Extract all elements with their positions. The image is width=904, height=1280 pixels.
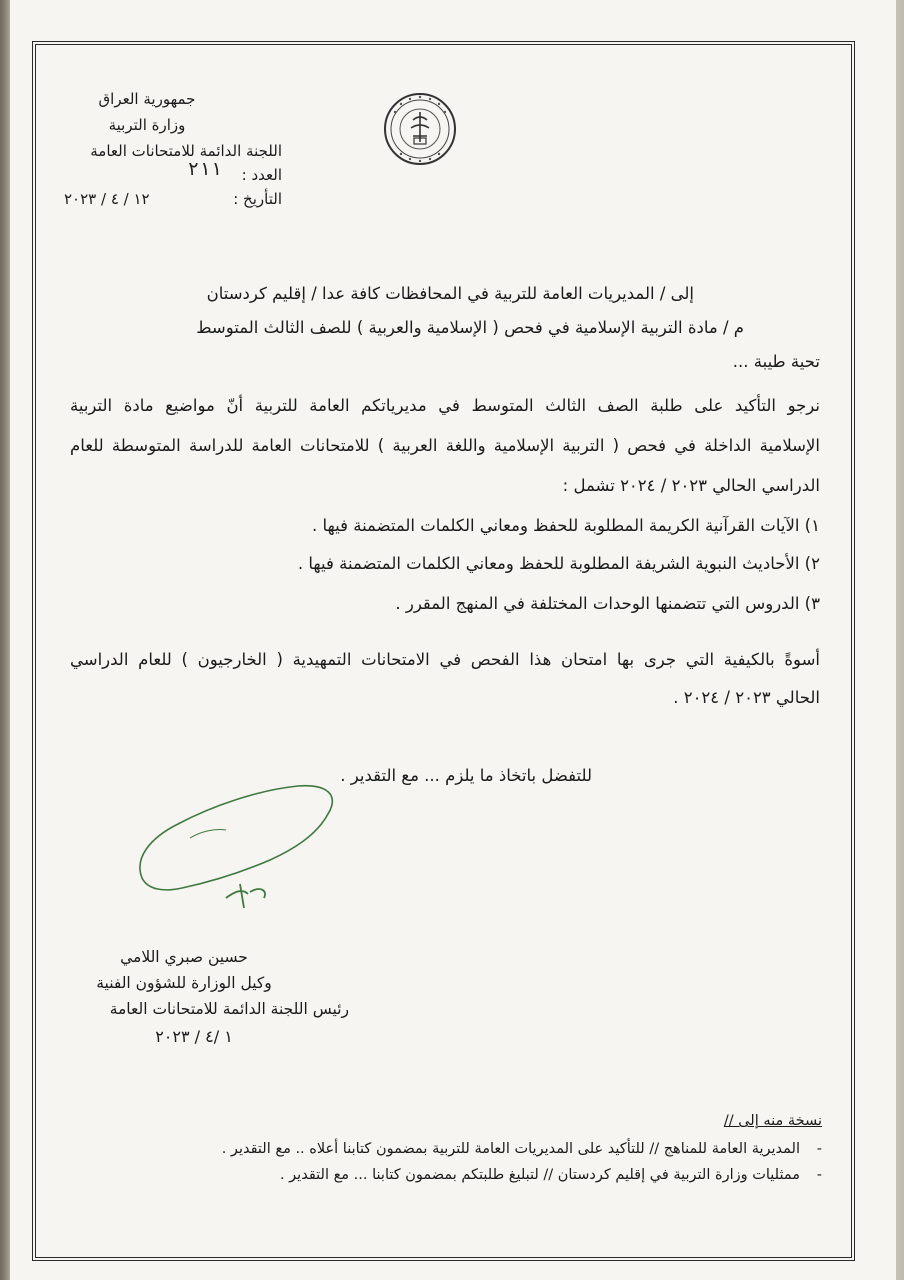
greeting: تحية طيبة ... xyxy=(732,352,820,371)
recipient-line: إلى / المديريات العامة للتربية في المحافظات كافة عدا / إقليم كردستان xyxy=(206,284,694,303)
copies-bullet: - xyxy=(816,1167,822,1183)
header-committee: اللجنة الدائمة للامتحانات العامة xyxy=(90,142,282,160)
signatory-title-2: رئيس اللجنة الدائمة للامتحانات العامة xyxy=(109,1000,349,1018)
body-line-5: الحالي ٢٠٢٣ / ٢٠٢٤ . xyxy=(673,688,820,707)
signatory-title-1: وكيل الوزارة للشؤون الفنية xyxy=(96,974,272,992)
date-value: ١٢ / ٤ / ٢٠٢٣ xyxy=(64,190,150,208)
closing-line: للتفضل باتخاذ ما يلزم ... مع التقدير . xyxy=(340,766,592,785)
signatory-name: حسين صبري اللامي xyxy=(120,948,248,966)
copies-heading: نسخة منه إلى // xyxy=(723,1113,822,1129)
body-line-1: نرجو التأكيد على طلبة الصف الثالث المتوسط في مديرياتكم العامة للتربية أنّ مواضيع مادة التربية xyxy=(70,396,820,415)
date-label: التأريخ : xyxy=(233,190,282,208)
list-item: ٢) الأحاديث النبوية الشريفة المطلوبة للحفظ ومعاني الكلمات المتضمنة فيها . xyxy=(297,554,820,573)
body-line-2: الإسلامية الداخلة في فحص ( التربية الإسلامية واللغة العربية ) للامتحانات العامة للدراسة المتوسطة للعام xyxy=(70,436,820,455)
body-line-3: الدراسي الحالي ٢٠٢٣ / ٢٠٢٤ تشمل : xyxy=(562,476,820,495)
copies-item: المديرية العامة للمناهج // للتأكيد على المديريات العامة للتربية بمضمون كتابنا أعلاه .. مع التقدير . xyxy=(221,1141,800,1157)
handwritten-signature xyxy=(130,780,345,920)
body-line-4: أسوةً بالكيفية التي جرى بها امتحان هذا الفحص في الامتحانات التمهيدية ( الخارجيون ) للعام الدراسي xyxy=(70,650,820,669)
subject-line: م / مادة التربية الإسلامية في فحص ( الإسلامية والعربية ) للصف الثالث المتوسط xyxy=(196,318,744,337)
list-item: ٣) الدروس التي تتضمنها الوحدات المختلفة في المنهج المقرر . xyxy=(395,594,820,613)
number-label: العدد : xyxy=(241,166,282,184)
signatory-date: ١ /٤ / ٢٠٢٣ xyxy=(155,1027,233,1046)
copies-bullet: - xyxy=(816,1141,822,1157)
list-item: ١) الآيات القرآنية الكريمة المطلوبة للحفظ ومعاني الكلمات المتضمنة فيها . xyxy=(311,516,820,535)
number-value: ٢١١ xyxy=(187,158,222,180)
header-country: جمهورية العراق xyxy=(98,90,196,108)
copies-item: ممثليات وزارة التربية في إقليم كردستان // لتبليغ طلبتكم بمضمون كتابنا ... مع التقدير . xyxy=(279,1167,800,1183)
header-ministry: وزارة التربية xyxy=(108,116,186,134)
ministry-seal-icon xyxy=(383,92,457,166)
